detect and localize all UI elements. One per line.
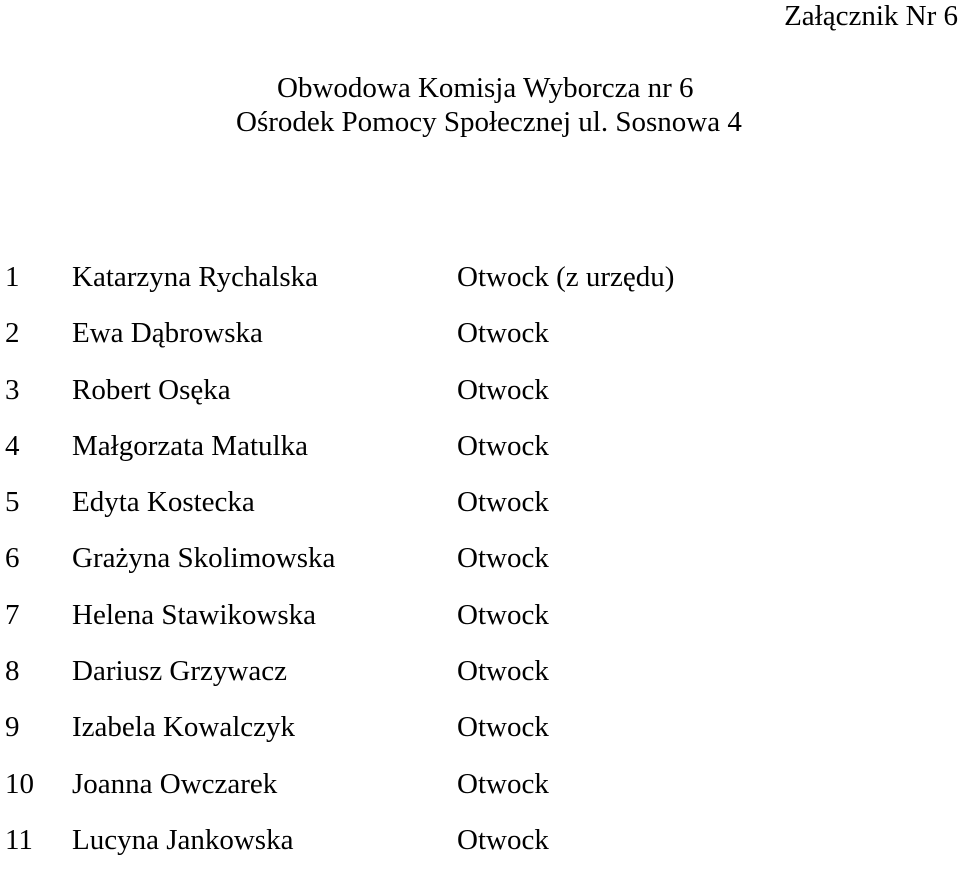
member-name: Dariusz Grzywacz xyxy=(72,655,287,688)
member-place: Otwock xyxy=(457,373,549,406)
member-name: Robert Osęka xyxy=(72,373,231,406)
commission-title: Obwodowa Komisja Wyborcza nr 6 xyxy=(277,72,694,104)
list-item xyxy=(0,373,960,432)
attachment-label: Załącznik Nr 6 xyxy=(784,0,958,32)
list-item xyxy=(0,657,960,713)
member-number: 10 xyxy=(5,767,34,800)
list-item xyxy=(0,598,960,657)
commission-location: Ośrodek Pomocy Społecznej ul. Sosnowa 4 xyxy=(236,106,742,138)
list-item xyxy=(0,488,960,544)
member-place: Otwock xyxy=(457,429,549,462)
member-place: Otwock (z urzędu) xyxy=(457,261,675,293)
member-place: Otwock xyxy=(457,767,549,800)
member-number: 5 xyxy=(5,486,20,519)
member-place: Otwock xyxy=(457,486,549,519)
member-name: Ewa Dąbrowska xyxy=(72,317,263,350)
member-place: Otwock xyxy=(457,542,549,575)
member-number: 8 xyxy=(5,655,20,688)
member-number: 7 xyxy=(5,598,20,631)
member-number: 2 xyxy=(5,317,20,350)
member-number: 1 xyxy=(5,261,20,293)
member-place: Otwock xyxy=(457,823,549,856)
member-name: Izabela Kowalczyk xyxy=(72,711,296,744)
member-place: Otwock xyxy=(457,598,549,631)
commission-header xyxy=(0,74,960,142)
member-number: 6 xyxy=(5,542,20,575)
member-number: 3 xyxy=(5,373,20,406)
member-number: 4 xyxy=(5,429,20,462)
member-name: Joanna Owczarek xyxy=(72,767,278,800)
member-place: Otwock xyxy=(457,655,549,688)
list-item xyxy=(0,713,960,769)
list-item xyxy=(0,823,960,882)
member-number: 9 xyxy=(5,711,20,744)
list-item xyxy=(0,319,960,375)
list-item xyxy=(0,429,960,488)
member-name: Lucyna Jankowska xyxy=(72,823,294,856)
list-item xyxy=(0,767,960,826)
member-name: Grażyna Skolimowska xyxy=(72,542,336,575)
member-name: Edyta Kostecka xyxy=(72,486,255,519)
list-item xyxy=(0,544,960,600)
member-number: 11 xyxy=(5,823,33,856)
member-name: Katarzyna Rychalska xyxy=(72,261,319,293)
member-name: Małgorzata Matulka xyxy=(72,429,308,462)
member-place: Otwock xyxy=(457,317,549,350)
member-name: Helena Stawikowska xyxy=(72,598,317,631)
list-item xyxy=(0,263,960,319)
members-list xyxy=(0,263,960,882)
member-place: Otwock xyxy=(457,711,549,744)
